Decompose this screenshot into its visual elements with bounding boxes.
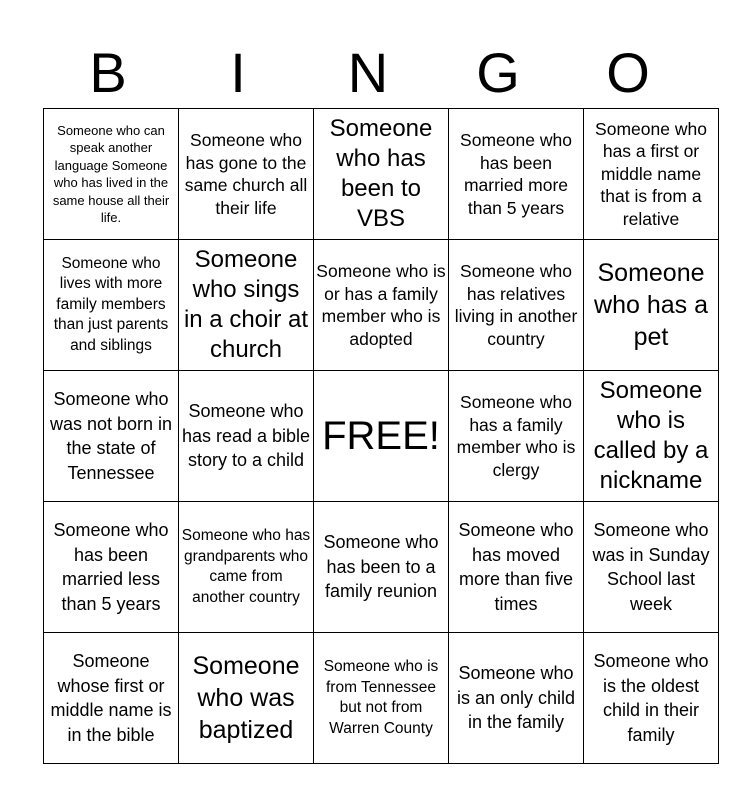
board-row: [44, 109, 719, 240]
board-row: [44, 633, 719, 764]
bingo-cell[interactable]: Someone who is the oldest child in their family: [584, 633, 719, 764]
bingo-cell[interactable]: Someone who is an only child in the family: [449, 633, 584, 764]
bingo-cell[interactable]: Someone who was in Sunday School last week: [584, 502, 719, 633]
bingo-cell[interactable]: Someone who has grandparents who came from another country: [179, 502, 314, 633]
free-space[interactable]: FREE!: [314, 371, 449, 502]
bingo-cell[interactable]: Someone who has a pet: [584, 240, 719, 371]
board-row: [44, 502, 719, 633]
board-row: [44, 240, 719, 371]
bingo-cell[interactable]: Someone who sings in a choir at church: [179, 240, 314, 371]
bingo-header: [43, 38, 693, 108]
bingo-cell[interactable]: Someone who is or has a family member who is adopted: [314, 240, 449, 371]
bingo-cell[interactable]: Someone who has relatives living in another country: [449, 240, 584, 371]
bingo-cell[interactable]: Someone who was not born in the state of Tennessee: [44, 371, 179, 502]
header-letter-i: I: [230, 41, 246, 104]
bingo-cell[interactable]: Someone who has moved more than five times: [449, 502, 584, 633]
bingo-cell[interactable]: Someone who is called by a nickname: [584, 371, 719, 502]
bingo-cell[interactable]: Someone who was baptized: [179, 633, 314, 764]
bingo-cell[interactable]: Someone who has read a bible story to a child: [179, 371, 314, 502]
bingo-cell[interactable]: Someone whose first or middle name is in the bible: [44, 633, 179, 764]
bingo-cell[interactable]: Someone who has been to a family reunion: [314, 502, 449, 633]
header-letter-n: N: [347, 41, 389, 104]
header-letter-g: G: [476, 41, 520, 104]
bingo-cell[interactable]: Someone who lives with more family members than just parents and siblings: [44, 240, 179, 371]
bingo-cell[interactable]: Someone who has been married more than 5 years: [449, 109, 584, 240]
header-letter-o: O: [606, 41, 650, 104]
bingo-cell[interactable]: Someone who can speak another language Someone who has lived in the same house all their life.: [44, 109, 179, 240]
bingo-cell[interactable]: Someone who has been to VBS: [314, 109, 449, 240]
board-row: [44, 371, 719, 502]
bingo-cell[interactable]: Someone who has a first or middle name that is from a relative: [584, 109, 719, 240]
bingo-cell[interactable]: Someone who has gone to the same church all their life: [179, 109, 314, 240]
bingo-cell[interactable]: Someone who has a family member who is clergy: [449, 371, 584, 502]
bingo-board: [43, 108, 719, 764]
bingo-cell[interactable]: Someone who is from Tennessee but not from Warren County: [314, 633, 449, 764]
bingo-cell[interactable]: Someone who has been married less than 5 years: [44, 502, 179, 633]
header-letter-b: B: [89, 41, 127, 104]
